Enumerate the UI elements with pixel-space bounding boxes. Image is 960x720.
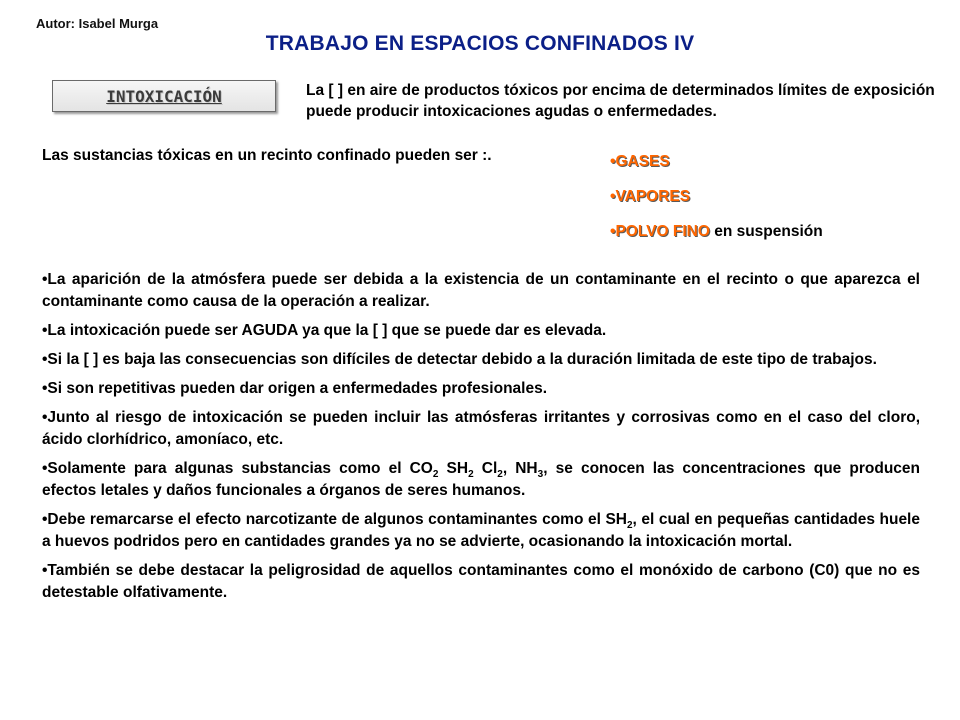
bullet: • <box>610 223 616 240</box>
bullet-paragraphs <box>42 269 920 611</box>
subscript: 2 <box>432 469 439 481</box>
paragraph: •Si son repetitivas pueden dar origen a enfermedades profesionales. <box>42 380 548 397</box>
type-polvo-suffix: en suspensión <box>709 223 823 240</box>
slide-title: TRABAJO EN ESPACIOS CONFINADOS IV <box>265 32 695 55</box>
type-gases: GASES <box>615 153 670 170</box>
section-tag <box>52 80 276 112</box>
subscript: 2 <box>626 520 633 532</box>
paragraph <box>42 509 920 553</box>
bullet: • <box>610 188 616 205</box>
paragraph: •La aparición de la atmósfera puede ser debida a la existencia de un contaminante en el recinto o que aparezca el contaminante como causa de la operación a realizar. <box>42 271 920 310</box>
text: SH <box>438 460 469 477</box>
substances-label: Las sustancias tóxicas en un recinto confinado pueden ser :. <box>42 147 492 164</box>
paragraph <box>42 458 920 502</box>
subscript: 2 <box>468 469 474 481</box>
author-label: Autor: Isabel Murga <box>36 16 159 31</box>
paragraph: •Junto al riesgo de intoxicación se pueden incluir las atmósferas irritantes y corrosivas como en el caso del cloro, ácido clorhídrico, amoníaco, etc. <box>42 409 920 448</box>
section-tag-label: INTOXICACIÓN <box>106 86 222 106</box>
subscript: 2 <box>497 469 503 481</box>
text: , NH <box>502 460 538 477</box>
bullet: • <box>610 153 616 170</box>
type-vapores: VAPORES <box>615 188 691 205</box>
subscript: 3 <box>537 469 544 481</box>
text: , se conocen las concentraciones que producen efectos letales y daños funcionales a órganos de seres humanos. <box>42 460 920 499</box>
intro-text: La [ ] en aire de productos tóxicos por encima de determinados límites de exposición puede producir intoxicaciones agudas o enfermedades. <box>306 82 935 120</box>
text: Cl <box>473 460 498 477</box>
type-polvo: POLVO FINO <box>615 223 710 240</box>
paragraph: •Si la [ ] es baja las consecuencias son difíciles de detectar debido a la duración limitada de este tipo de trabajos. <box>42 351 877 368</box>
paragraph: •También se debe destacar la peligrosidad de aquellos contaminantes como el monóxido de carbono (C0) que no es detestable olfativamente. <box>42 562 920 601</box>
type-item-polvo <box>610 214 823 249</box>
substance-types-list <box>610 144 823 249</box>
text: , el cual en pequeñas cantidades huele a huevos podridos pero en cantidades grandes ya no se advierte, ocasionando la intoxicación mortal. <box>42 511 920 550</box>
type-item-gases <box>610 144 823 179</box>
text: •Solamente para algunas substancias como el CO <box>42 460 433 477</box>
text: •Debe remarcarse el efecto narcotizante de algunos contaminantes como el SH <box>42 511 627 528</box>
type-item-vapores <box>610 179 823 214</box>
paragraph: •La intoxicación puede ser AGUDA ya que la [ ] que se puede dar es elevada. <box>42 322 607 339</box>
